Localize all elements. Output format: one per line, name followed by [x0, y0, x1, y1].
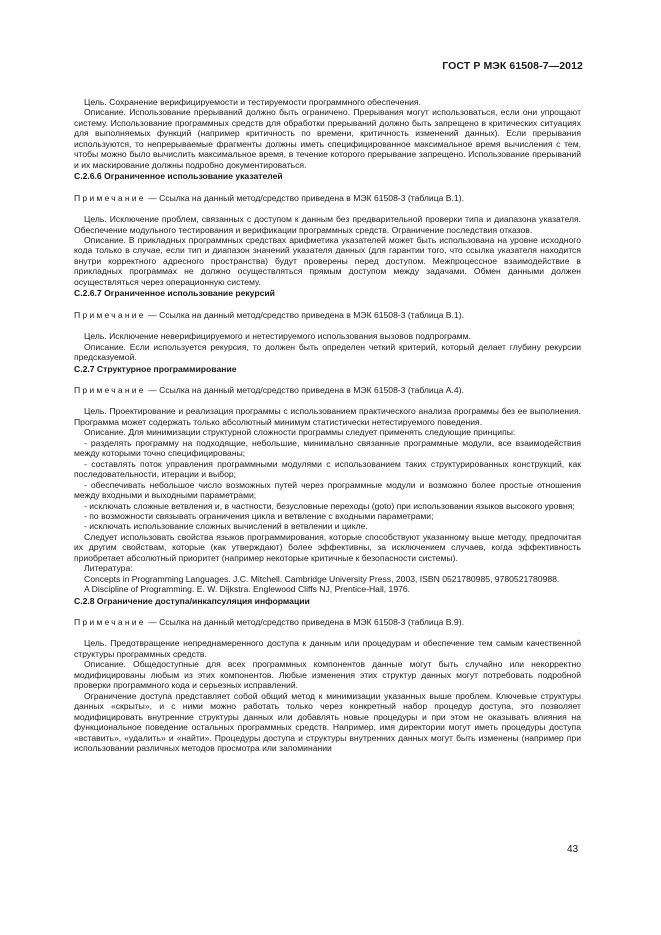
page-number: 43: [567, 844, 579, 855]
note: [74, 193, 581, 203]
paragraph: Описание. Для минимизации структурной сложности программы следует применять следующие принципы:: [84, 427, 516, 438]
literature-label: Литература:: [84, 563, 133, 574]
reference-item: Concepts in Programming Languages. J.C. Mitchell. Cambridge University Press, 2003, ISBN 0521780985, 9780521780988.: [84, 573, 560, 584]
note: [74, 310, 581, 320]
note-text: — Ссылка на данный метод/средство приведена в МЭК 61508-3 (таблица В.1).: [145, 309, 464, 320]
paragraph: Цель. Исключение неверифицируемого и нетестируемого использования вызовов подпрограмм.: [84, 331, 471, 342]
document-body: [74, 97, 581, 753]
paragraph: Описание. Использование прерываний должно быть ограничено. Прерывания могут использоваться, если они упрощают систему. Использование программных средств для обработки прерываний должно быть запрещено в критических ситуациях для выполняемых функций (например критичность по времени, критичность изменений данных). Если прерывания используются, то непрерываемые фрагменты должны иметь специфицированное максимальное время вычисления с тем, чтобы можно было вычислить максимальное время, в течение которого прерывание запрещено. Использование прерываний и их маскирование должны подробно документироваться.: [74, 107, 581, 170]
list-item: - исключать использование сложных вычислений в ветвлении и цикле.: [84, 521, 368, 532]
section-heading: С.2.6.7 Ограниченное использование рекурсий: [74, 288, 275, 299]
paragraph: Цель. Предотвращение непреднамеренного доступа к данным или процедурам и обеспечение тем самым качественной структуры программных средств.: [74, 638, 581, 659]
paragraph: Описание. Общедоступные для всех программных компонентов данные могут быть случайно или некорректно модифицированы любым из этих компонентов. Любые изменения этих структур данных могут потребовать подробной проверки программного кода и серьезных исправлений.: [74, 659, 581, 691]
paragraph: Ограничение доступа представляет собой общий метод к минимизации указанных выше проблем. Ключевые структуры данных «скрыты», и с ними можно работать только через конкретный набор процедур доступа, это позволяет модифицировать внутренние структуры данных или добавлять новые процедуры и при этом не оказывать влияния на функциональное поведение остальных программных средств. Например, имя директории могут иметь процедуры доступа «вставить», «удалить» и «найти». Процедуры доступа и структуры внутренних данных могут быть изменены (например при использовании различных методов просмотра или запоминании: [74, 690, 581, 754]
note: [74, 617, 581, 627]
list-item: - исключать сложные ветвления и, в частности, безусловные переходы (goto) при использовании языков высокого уровня;: [84, 500, 575, 511]
note-label: Примечание: [74, 617, 146, 628]
list-item: - по возможности связывать ограничения цикла и ветвление с входными параметрами;: [84, 510, 434, 521]
paragraph: Цель. Сохранение верифицируемости и тестируемости программного обеспечения.: [84, 97, 421, 107]
paragraph: Цель. Проектирование и реализация программы с использованием практического анализа программы без ее выполнения. Программа может содержать только абсолютный минимум статистически нетестируемого поведения.: [74, 406, 581, 427]
section-heading: С.2.6.6 Ограниченное использование указателей: [74, 171, 283, 182]
reference-item: A Discipline of Programming. E. W. Dijkstra. Englewood Cliffs NJ, Prentice-Hall, 1976.: [84, 584, 411, 595]
paragraph: Цель. Исключение проблем, связанных с доступом к данным без предварительной проверки типа и диапазона указателя. Обеспечение модульного тестирования и верификации программных средств. Ограничение последствия отказов.: [74, 214, 581, 235]
list-item: - обеспечивать небольшое число возможных путей через программные модули и возможно более простые отношения между входными и выходными параметрами;: [74, 479, 581, 501]
note-text: — Ссылка на данный метод/средство приведена в МЭК 61508-3 (таблица В.1).: [145, 192, 464, 203]
note-label: Примечание: [74, 192, 146, 203]
note-label: Примечание: [74, 309, 146, 320]
section-heading: С.2.7 Структурное программирование: [74, 363, 237, 374]
list-item: - составлять поток управления программными модулями с использованием таких структурированных конструкций, как последовательности, итерации и выбор;: [74, 458, 581, 480]
note: [74, 385, 581, 395]
note-label: Примечание: [74, 384, 146, 395]
standard-code-header: ГОСТ Р МЭК 61508-7—2012: [442, 60, 583, 72]
note-text: — Ссылка на данный метод/средство приведена в МЭК 61508-3 (таблица В.9).: [145, 617, 464, 628]
paragraph: Следует использовать свойства языков программирования, которые способствуют указанному выше методу, предпочитая их другим свойствам, которые (как утверждают) более эффективны, за исключением случаев, когда эффективность приобретает абсолютный приоритет (например некоторые критичные к безопасности системы).: [74, 531, 581, 563]
paragraph: Описание. В прикладных программных средствах арифметика указателей может быть использована на уровне исходного кода только в случае, если тип и диапазон значений указателя данных (для гарантии того, что ссылка указателя находится внутри корректного адресного пространства) будут проверены перед доступом. Межпроцессное взаимодействие в прикладных программах не должно осуществляться прямым доступом между задачами. Обмен данными должен осуществляться через операционную систему.: [74, 234, 581, 287]
list-item: - разделять программу на подходящие, небольшие, минимально связанные программные модули, все взаимодействия между которыми точно специфицированы;: [74, 437, 581, 459]
note-text: — Ссылка на данный метод/средство приведена в МЭК 61508-3 (таблица А.4).: [145, 384, 464, 395]
paragraph: Описание. Если используется рекурсия, то должен быть определен четкий критерий, который делает глубину рекурсии предсказуемой.: [74, 341, 581, 363]
section-heading: С.2.8 Ограничение доступа/инкапсуляция информации: [74, 595, 310, 606]
